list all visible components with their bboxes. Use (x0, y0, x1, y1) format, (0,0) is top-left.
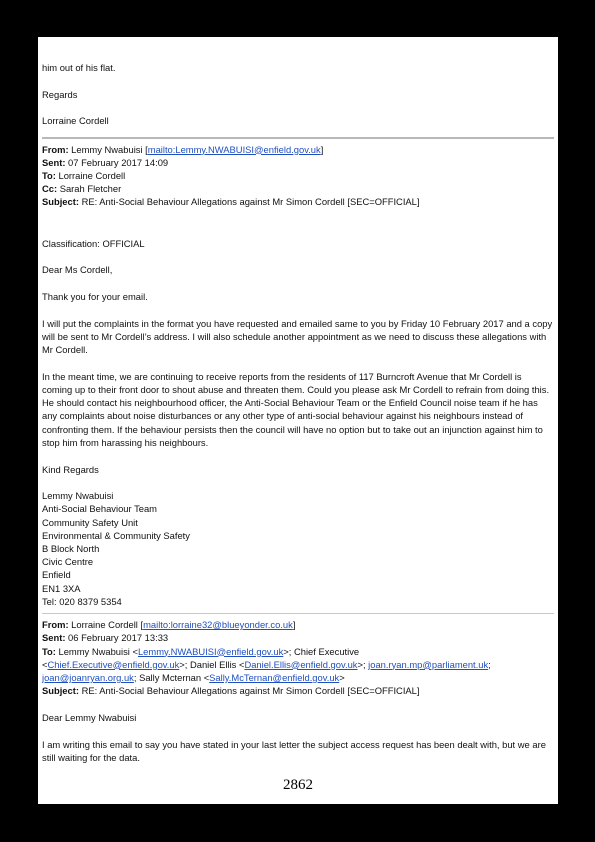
body-paragraph-2: In the meant time, we are continuing to receive reports from the residents of 117 Burncroft Avenue that Mr Cordell is coming up to their front door to shout abuse and threaten them. Could you please ask Mr Cordell to refrain from doing this. He should contact his neighbourhood officer, the Anti-Social Behaviour Team or the Enfield Council noise team if he has any complaints about noise disturbances or any other type of anti-social behaviour against his neighbours instead of confronting them. If the behaviour persists then the council will have no option but to take out an injunction against him to stop him from harassing his neighbours. (42, 370, 550, 448)
sent-line: Sent: 07 February 2017 14:09 (42, 156, 169, 168)
document-page (38, 37, 558, 804)
from-line: From: Lorraine Cordell [mailto:lorraine32@blueyonder.co.uk] (42, 619, 296, 631)
previous-email-tail: him out of his flat. (42, 62, 116, 73)
sent-line: Sent: 06 February 2017 13:33 (42, 632, 169, 644)
recipient-email-link[interactable]: joan.ryan.mp@parliament.uk (368, 658, 489, 670)
recipient-email-link[interactable]: Daniel.Ellis@enfield.gov.uk (244, 658, 358, 670)
regards-text: Regards (42, 88, 78, 100)
signature-line: Environmental & Community Safety (42, 529, 190, 541)
email-header-1 (42, 143, 554, 209)
to-line-cont: <Chief.Executive@enfield.gov.uk>; Daniel Ellis <Daniel.Ellis@enfield.gov.uk>; joan.ryan.mp@parliament.uk; (42, 658, 491, 670)
page-number: 2862 (283, 777, 313, 793)
signature-line: EN1 3XA (42, 582, 81, 594)
email-header-2 (42, 618, 554, 697)
from-email-link[interactable]: mailto:lorraine32@blueyonder.co.uk (143, 619, 293, 631)
to-line: To: Lorraine Cordell (42, 170, 126, 182)
recipient-email-link[interactable]: Lemmy.NWABUISI@enfield.gov.uk (137, 645, 284, 657)
signature-line: Lemmy Nwabuisi (42, 490, 114, 502)
email-separator (42, 137, 554, 139)
from-email-link[interactable]: mailto:Lemmy.NWABUISI@enfield.gov.uk (147, 143, 321, 155)
signature-block (42, 489, 554, 608)
subject-line: Subject: RE: Anti-Social Behaviour Allegations against Mr Simon Cordell [SEC=OFFICIAL] (42, 196, 420, 208)
signature-line: Civic Centre (42, 556, 94, 568)
greeting-text: Dear Lemmy Nwabuisi (42, 711, 137, 723)
subject-line: Subject: RE: Anti-Social Behaviour Allegations against Mr Simon Cordell [SEC=OFFICIAL] (42, 685, 420, 697)
closing-text: Kind Regards (42, 463, 99, 475)
sender-name: Lorraine Cordell (42, 115, 109, 127)
recipient-email-link[interactable]: joan@joanryan.org.uk (42, 671, 134, 683)
cc-line: Cc: Sarah Fletcher (42, 183, 122, 195)
from-line: From: Lemmy Nwabuisi [mailto:Lemmy.NWABUISI@enfield.gov.uk] (42, 143, 324, 155)
recipient-email-link[interactable]: Chief.Executive@enfield.gov.uk (47, 658, 180, 670)
classification-text: Classification: OFFICIAL (42, 237, 145, 249)
greeting-text: Dear Ms Cordell, (42, 264, 113, 276)
to-line-cont: joan@joanryan.org.uk; Sally Mcternan <Sally.McTernan@enfield.gov.uk> (42, 671, 345, 683)
signature-line: Enfield (42, 569, 71, 581)
document-body (42, 61, 554, 777)
to-line: To: Lemmy Nwabuisi <Lemmy.NWABUISI@enfield.gov.uk>; Chief Executive (42, 645, 360, 657)
signature-line: B Block North (42, 543, 100, 555)
recipient-email-link[interactable]: Sally.McTernan@enfield.gov.uk (209, 671, 340, 683)
signature-line: Community Safety Unit (42, 516, 138, 528)
thanks-text: Thank you for your email. (42, 291, 148, 303)
signature-line: Tel: 020 8379 5354 (42, 595, 122, 607)
body-paragraph: I am writing this email to say you have stated in your last letter the subject access request has been dealt with, but we are still waiting for the data. (42, 738, 546, 763)
signature-line: Anti-Social Behaviour Team (42, 503, 157, 515)
body-paragraph-1: I will put the complaints in the format you have requested and emailed same to you by Friday 10 February 2017 and a copy will be sent to Mr Cordell’s address. I will also schedule another appointment as we need to discuss these allegations with Mr Cordell. (42, 317, 553, 356)
email-separator (42, 613, 554, 614)
